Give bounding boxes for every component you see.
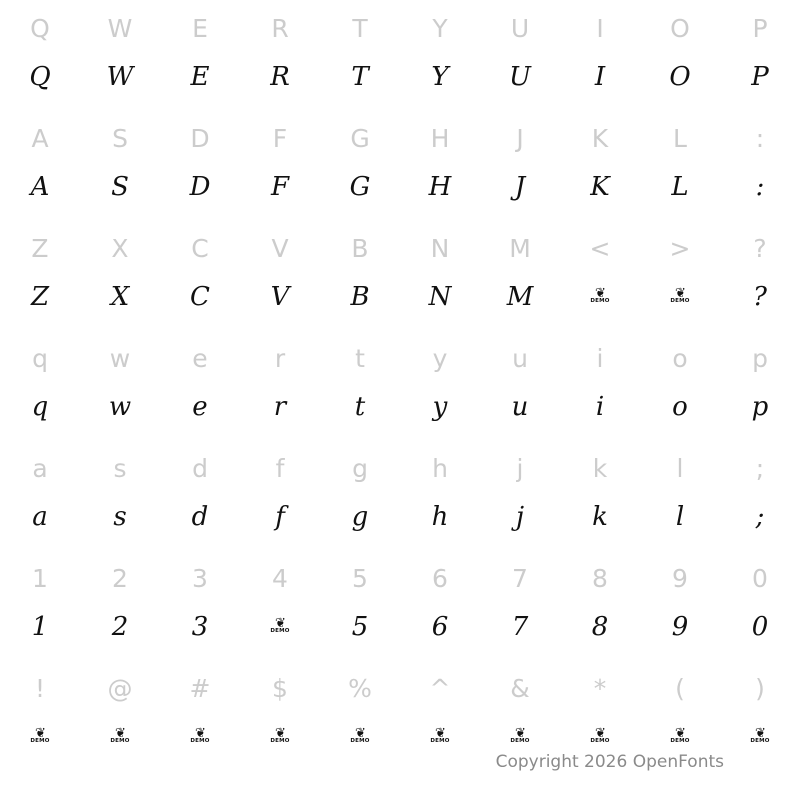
sample-glyph: Y — [431, 62, 449, 92]
reference-glyph: 4 — [272, 563, 288, 593]
flower-icon: ❦ — [275, 616, 285, 631]
sample-glyph: 1 — [31, 612, 49, 642]
sample-glyph: i — [595, 392, 605, 422]
reference-glyph: 8 — [592, 563, 608, 593]
sample-glyph: N — [428, 282, 452, 312]
reference-glyph: l — [676, 453, 684, 483]
sample-glyph: K — [590, 172, 610, 202]
demo-label: DEMO — [110, 738, 130, 744]
sample-glyph: f — [275, 502, 285, 532]
reference-glyph: t — [355, 343, 365, 373]
reference-glyph: ? — [753, 233, 767, 263]
reference-glyph: T — [352, 13, 368, 43]
sample-glyph: e — [192, 392, 208, 422]
reference-glyph: 1 — [32, 563, 48, 593]
reference-glyph: : — [755, 123, 765, 153]
row-uppercase-1-ref — [0, 4, 800, 52]
reference-glyph: 9 — [672, 563, 688, 593]
reference-glyph: # — [189, 673, 211, 703]
reference-glyph: ( — [675, 673, 685, 703]
demo-watermark-icon — [400, 712, 480, 762]
flower-icon: ❦ — [115, 726, 125, 741]
sample-glyph: q — [31, 392, 49, 422]
flower-icon: ❦ — [595, 726, 605, 741]
sample-glyph: l — [675, 502, 685, 532]
sample-glyph: L — [671, 172, 689, 202]
row-uppercase-3-ref — [0, 224, 800, 272]
sample-glyph: 6 — [431, 612, 449, 642]
reference-glyph: Y — [432, 13, 448, 43]
copyright-notice: Copyright 2026 OpenFonts — [495, 752, 724, 772]
reference-glyph: p — [752, 343, 768, 373]
sample-glyph: R — [270, 62, 290, 92]
demo-label: DEMO — [30, 738, 50, 744]
reference-glyph: O — [670, 13, 690, 43]
sample-glyph: u — [511, 392, 529, 422]
sample-glyph: A — [30, 172, 50, 202]
reference-glyph: P — [752, 13, 768, 43]
demo-label: DEMO — [670, 298, 690, 304]
demo-label: DEMO — [270, 628, 290, 634]
reference-glyph: D — [190, 123, 210, 153]
sample-glyph: s — [113, 502, 127, 532]
sample-glyph: 8 — [591, 612, 609, 642]
flower-icon: ❦ — [675, 726, 685, 741]
row-spacer — [0, 102, 800, 114]
reference-glyph: y — [432, 343, 448, 373]
demo-watermark-icon — [240, 712, 320, 762]
sample-glyph: a — [32, 502, 48, 532]
demo-watermark-icon — [640, 272, 720, 322]
demo-watermark-icon — [240, 602, 320, 652]
row-spacer — [0, 212, 800, 224]
sample-glyph: X — [110, 282, 130, 312]
row-lowercase-1-ref — [0, 334, 800, 382]
demo-label: DEMO — [350, 738, 370, 744]
sample-glyph: E — [190, 62, 210, 92]
row-uppercase-3-sample — [0, 272, 800, 322]
sample-glyph: 2 — [111, 612, 129, 642]
sample-glyph: O — [669, 62, 691, 92]
flower-icon: ❦ — [195, 726, 205, 741]
reference-glyph: j — [516, 453, 524, 483]
reference-glyph: A — [31, 123, 49, 153]
sample-glyph: G — [349, 172, 371, 202]
demo-label: DEMO — [190, 738, 210, 744]
reference-glyph: U — [510, 13, 530, 43]
row-spacer — [0, 542, 800, 554]
reference-glyph: & — [510, 673, 530, 703]
reference-glyph: 3 — [192, 563, 208, 593]
row-spacer — [0, 432, 800, 444]
reference-glyph: u — [512, 343, 528, 373]
sample-glyph: 7 — [511, 612, 529, 642]
row-spacer — [0, 652, 800, 664]
sample-glyph: h — [431, 502, 449, 532]
row-uppercase-2-sample — [0, 162, 800, 212]
sample-glyph: I — [594, 62, 606, 92]
reference-glyph: ! — [34, 673, 46, 703]
reference-glyph: W — [107, 13, 133, 43]
reference-glyph: G — [350, 123, 370, 153]
reference-glyph: ; — [755, 453, 765, 483]
sample-glyph: y — [432, 392, 448, 422]
sample-glyph: t — [354, 392, 366, 422]
reference-glyph: a — [32, 453, 48, 483]
sample-glyph: : — [755, 172, 765, 202]
reference-glyph: w — [109, 343, 131, 373]
reference-glyph: K — [591, 123, 609, 153]
sample-glyph: k — [592, 502, 608, 532]
demo-label: DEMO — [590, 738, 610, 744]
reference-glyph: ) — [755, 673, 765, 703]
reference-glyph: @ — [107, 673, 133, 703]
sample-glyph: B — [350, 282, 370, 312]
flower-icon: ❦ — [675, 286, 685, 301]
reference-glyph: $ — [272, 673, 288, 703]
reference-glyph: f — [275, 453, 285, 483]
reference-glyph: s — [113, 453, 127, 483]
reference-glyph: C — [191, 233, 209, 263]
flower-icon: ❦ — [35, 726, 45, 741]
row-symbols-ref — [0, 664, 800, 712]
flower-icon: ❦ — [355, 726, 365, 741]
reference-glyph: e — [192, 343, 208, 373]
reference-glyph: S — [112, 123, 128, 153]
sample-glyph: F — [270, 172, 290, 202]
reference-glyph: H — [430, 123, 450, 153]
reference-glyph: I — [596, 13, 604, 43]
demo-watermark-icon — [0, 712, 80, 762]
reference-glyph: J — [516, 123, 524, 153]
flower-icon: ❦ — [515, 726, 525, 741]
demo-label: DEMO — [590, 298, 610, 304]
sample-glyph: g — [351, 502, 369, 532]
reference-glyph: 2 — [112, 563, 128, 593]
flower-icon: ❦ — [275, 726, 285, 741]
sample-glyph: J — [514, 172, 526, 202]
sample-glyph: w — [108, 392, 132, 422]
demo-watermark-icon — [160, 712, 240, 762]
sample-glyph: V — [270, 282, 290, 312]
reference-glyph: % — [348, 673, 372, 703]
reference-glyph: 6 — [432, 563, 448, 593]
sample-glyph: 0 — [751, 612, 769, 642]
row-lowercase-2-sample — [0, 492, 800, 542]
reference-glyph: X — [111, 233, 129, 263]
demo-watermark-icon — [80, 712, 160, 762]
reference-glyph: N — [430, 233, 450, 263]
row-digits-ref — [0, 554, 800, 602]
reference-glyph: Q — [30, 13, 50, 43]
sample-glyph: o — [672, 392, 688, 422]
sample-glyph: C — [190, 282, 210, 312]
reference-glyph: V — [271, 233, 289, 263]
reference-glyph: F — [272, 123, 288, 153]
reference-glyph: d — [192, 453, 208, 483]
reference-glyph: Z — [31, 233, 49, 263]
sample-glyph: r — [273, 392, 287, 422]
flower-icon: ❦ — [435, 726, 445, 741]
reference-glyph: < — [589, 233, 611, 263]
sample-glyph: Q — [29, 62, 51, 92]
reference-glyph: > — [669, 233, 691, 263]
row-spacer — [0, 322, 800, 334]
reference-glyph: r — [274, 343, 286, 373]
demo-label: DEMO — [270, 738, 290, 744]
row-digits-sample — [0, 602, 800, 652]
sample-glyph: p — [751, 392, 769, 422]
sample-glyph: H — [428, 172, 452, 202]
reference-glyph: E — [192, 13, 208, 43]
sample-glyph: W — [106, 62, 134, 92]
sample-glyph: ; — [755, 502, 765, 532]
reference-glyph: g — [352, 453, 368, 483]
demo-label: DEMO — [670, 738, 690, 744]
demo-watermark-icon — [320, 712, 400, 762]
sample-glyph: Z — [30, 282, 50, 312]
demo-label: DEMO — [510, 738, 530, 744]
sample-glyph: P — [751, 62, 769, 92]
reference-glyph: * — [593, 673, 607, 703]
row-lowercase-2-ref — [0, 444, 800, 492]
reference-glyph: 7 — [512, 563, 528, 593]
sample-glyph: D — [189, 172, 211, 202]
reference-glyph: R — [271, 13, 289, 43]
reference-glyph: i — [596, 343, 604, 373]
sample-glyph: S — [111, 172, 129, 202]
demo-watermark-icon — [560, 272, 640, 322]
sample-glyph: d — [191, 502, 209, 532]
row-uppercase-1-sample — [0, 52, 800, 102]
demo-label: DEMO — [430, 738, 450, 744]
reference-glyph: 0 — [752, 563, 768, 593]
row-lowercase-1-sample — [0, 382, 800, 432]
sample-glyph: ? — [753, 282, 767, 312]
sample-glyph: M — [506, 282, 534, 312]
reference-glyph: M — [509, 233, 531, 263]
sample-glyph: T — [351, 62, 369, 92]
reference-glyph: 5 — [352, 563, 368, 593]
sample-glyph: 3 — [191, 612, 209, 642]
row-uppercase-2-ref — [0, 114, 800, 162]
demo-watermark-icon — [720, 712, 800, 762]
reference-glyph: k — [592, 453, 608, 483]
flower-icon: ❦ — [595, 286, 605, 301]
sample-glyph: U — [509, 62, 531, 92]
reference-glyph: ^ — [429, 673, 451, 703]
reference-glyph: B — [351, 233, 369, 263]
sample-glyph: 5 — [351, 612, 369, 642]
sample-glyph: 9 — [671, 612, 689, 642]
sample-glyph: j — [515, 502, 525, 532]
reference-glyph: h — [432, 453, 448, 483]
reference-glyph: L — [673, 123, 687, 153]
reference-glyph: q — [32, 343, 48, 373]
reference-glyph: o — [672, 343, 688, 373]
demo-label: DEMO — [750, 738, 770, 744]
flower-icon: ❦ — [755, 726, 765, 741]
